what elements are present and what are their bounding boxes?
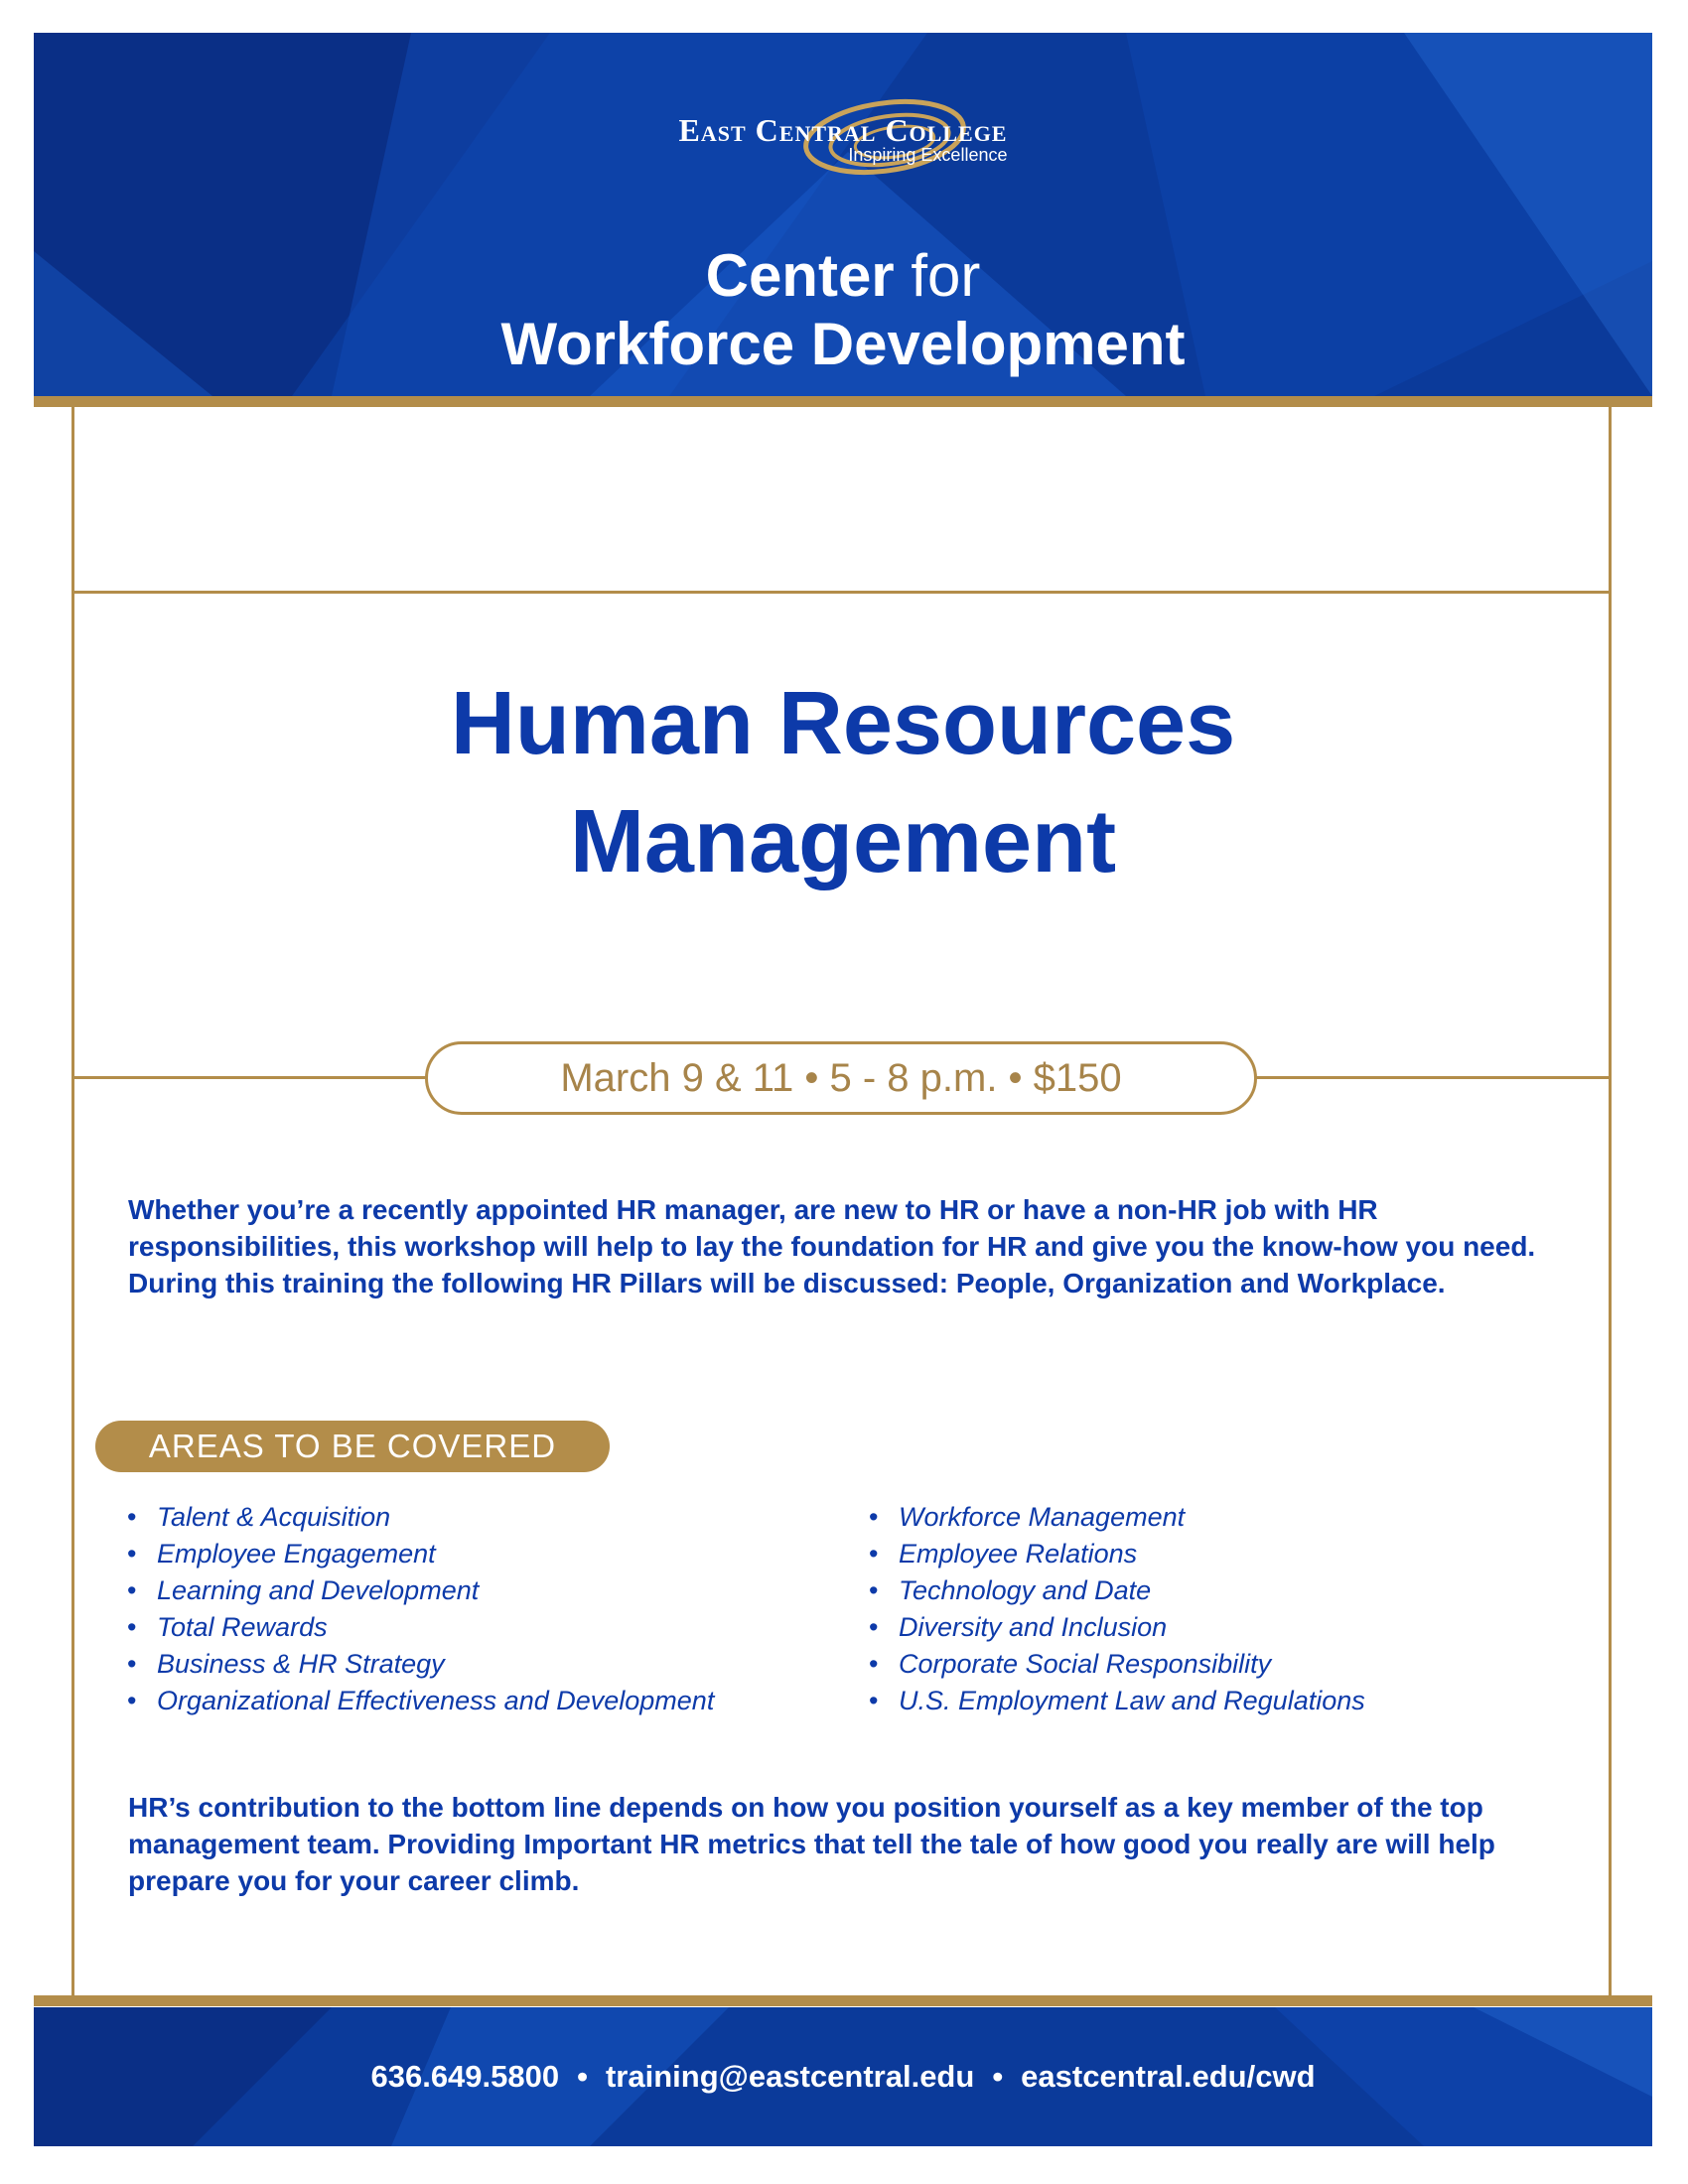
list-item: • Total Rewards <box>127 1612 328 1642</box>
schedule-rule-left <box>71 1076 429 1079</box>
list-item: • Corporate Social Responsibility <box>869 1649 1272 1679</box>
closing-paragraph: HR’s contribution to the bottom line depends on how you position yourself as a key member of the top management team. Providing Important HR metrics that tell the tale of how good you really are will help prepare you for your career climb. <box>128 1792 1495 1896</box>
college-name: East Central College <box>678 112 1008 148</box>
list-item: • Talent & Acquisition <box>127 1502 391 1532</box>
frame-divider <box>71 591 1612 594</box>
list-item: • Business & HR Strategy <box>127 1649 445 1679</box>
college-logo <box>34 102 1652 166</box>
footer-banner <box>34 2007 1652 2146</box>
list-item: • Workforce Management <box>869 1502 1186 1532</box>
header-banner <box>34 33 1652 396</box>
department-name: Workforce Development <box>500 311 1186 377</box>
college-tagline: Inspiring Excellence <box>848 145 1008 165</box>
phone-link[interactable]: 636.649.5800 <box>370 2059 560 2094</box>
frame-right-border <box>1609 407 1612 1995</box>
course-description: Whether you’re a recently appointed HR manager, are new to HR or have a non-HR job with HR responsibilities, this workshop will help to lay the foundation for HR and give you the know-how you need. During this training the following HR Pillars will be discussed: People, Organization and Workplace. <box>128 1194 1536 1298</box>
website-link[interactable]: eastcentral.edu/cwd <box>1021 2059 1316 2094</box>
list-item: • Learning and Development <box>127 1575 480 1605</box>
schedule-pill: March 9 & 11 • 5 - 8 p.m. • $150 <box>425 1041 1257 1115</box>
email-link[interactable]: training@eastcentral.edu <box>605 2059 975 2094</box>
areas-heading-badge: AREAS TO BE COVERED <box>95 1421 610 1472</box>
course-title-line2: Management <box>569 791 1117 891</box>
for-word: for <box>911 242 981 309</box>
list-item: • Diversity and Inclusion <box>869 1612 1168 1642</box>
department-title <box>34 241 1652 378</box>
contact-line <box>34 2007 1652 2146</box>
separator: • <box>577 2059 588 2094</box>
schedule-rule-right <box>1253 1076 1612 1079</box>
header-gold-bar <box>34 396 1652 407</box>
list-item: • U.S. Employment Law and Regulations <box>869 1686 1365 1715</box>
areas-list-left <box>127 1499 714 1719</box>
center-word: Center <box>705 242 895 309</box>
list-item: • Employee Relations <box>869 1539 1138 1569</box>
course-title <box>73 665 1613 901</box>
course-title-line1: Human Resources <box>450 674 1236 773</box>
areas-list-right <box>869 1499 1365 1719</box>
list-item: • Employee Engagement <box>127 1539 436 1569</box>
frame-left-border <box>71 407 74 1995</box>
footer-gold-bar <box>34 1995 1652 2006</box>
list-item: • Technology and Date <box>869 1575 1152 1605</box>
separator: • <box>992 2059 1004 2094</box>
list-item: • Organizational Effectiveness and Development <box>127 1686 715 1715</box>
